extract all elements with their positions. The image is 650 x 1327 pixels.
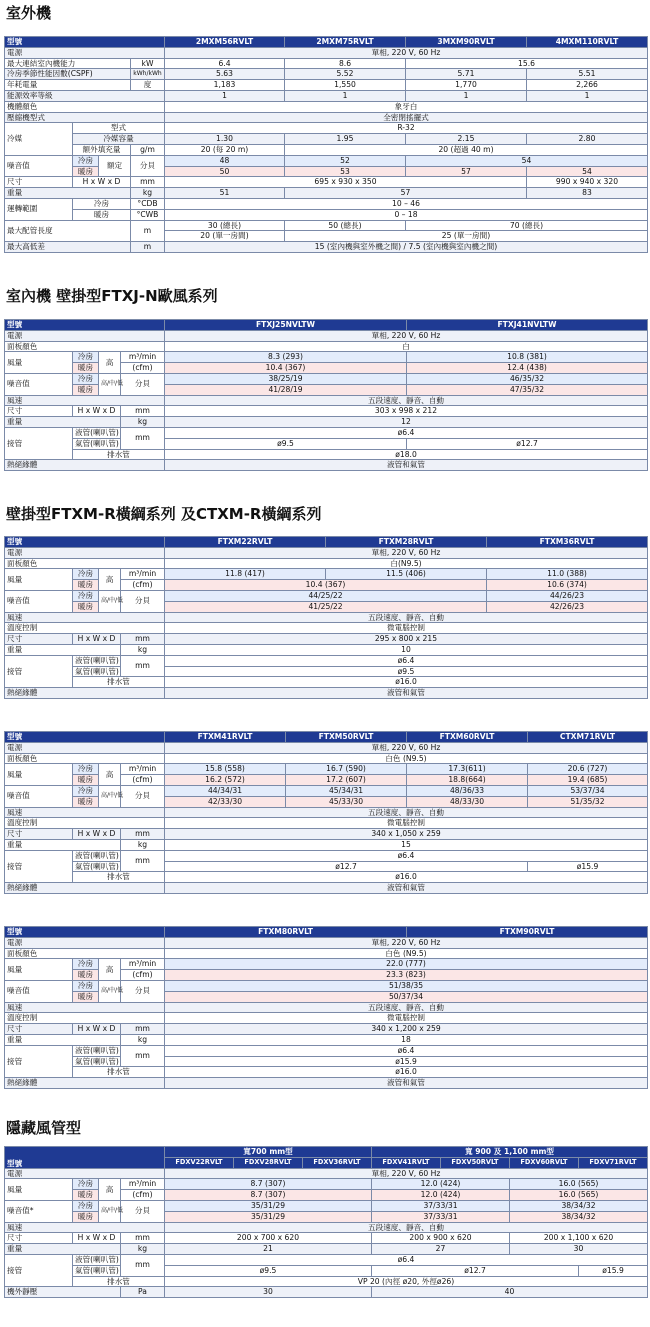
weight-row: 重量 kg 18 (5, 1034, 648, 1045)
airflow-heat-row: 暖房 (cfm) 16.2 (572) 17.2 (607) 18.8(664) 19.4 (685) (5, 775, 648, 786)
ftxj-spec-table (4, 319, 648, 471)
model-name: FTXJ41NVLTW (407, 320, 648, 331)
model-name: FTXM80RVLT (165, 927, 407, 938)
noise-cool-row: 噪音值 冷房 高/中/低 分貝 44/25/22 44/26/23 (5, 590, 648, 601)
noise-cool-row: 噪音值 冷房 額定 分貝 48 52 54 (5, 155, 648, 166)
gas-pipe-row: 氣管(喇叭管) ø9.5 ø12.7 (5, 438, 648, 449)
annual-consumption-row: 年耗電量 度 1,183 1,550 1,770 2,266 (5, 80, 648, 91)
power-row: 電源 單相, 220 V, 60 Hz (5, 1168, 648, 1179)
group-label: 寬 900 及 1,100 mm型 (372, 1147, 648, 1158)
noise-heat-row: 暖房 50 53 57 54 (5, 166, 648, 177)
drain-pipe-row: 排水管 VP 20 (內徑 ø20, 外徑ø26) (5, 1276, 648, 1287)
ftxm-small-spec-table (4, 536, 648, 699)
group-header-row: 型號 寬700 mm型 寬 900 及 1,100 mm型 (5, 1147, 648, 1158)
fan-speed-row: 風速 五段速度、靜音、自動 (5, 1002, 648, 1013)
noise-cool-row: 噪音值* 冷房 高/中/低 分貝 35/31/29 37/33/31 38/34/32 (5, 1200, 648, 1211)
ftxj-section-title: 室內機 壁掛型FTXJ-N歐風系列 (6, 287, 218, 305)
noise-cool-row: 噪音值 冷房 高/中/低 分貝 51/38/35 (5, 980, 648, 991)
drain-pipe-row: 排水管 ø16.0 (5, 1067, 648, 1078)
weight-row: 重量 kg 12 (5, 417, 648, 428)
model-name: FDXV71RVLT (579, 1157, 648, 1168)
power-row: 電源 單相, 220 V, 60 Hz (5, 742, 648, 753)
ftxm-section-title: 壁掛型FTXM-R橫綱系列 及CTXM-R橫綱系列 (6, 505, 322, 523)
model-name: FDXV28RVLT (234, 1157, 303, 1168)
model-name: 2MXM75RVLT (285, 37, 406, 48)
insulation-row: 熱絕緣體 液管和氣管 (5, 460, 648, 471)
power-row: 電源 單相, 220 V, 60 Hz (5, 937, 648, 948)
outdoor-spec-table (4, 36, 648, 253)
panel-color-row: 面板顏色 白 (5, 341, 648, 352)
fan-speed-row: 風速 五段速度、靜音、自動 (5, 1222, 648, 1233)
liquid-pipe-row: 接管 液管(喇叭管) mm ø6.4 (5, 655, 648, 666)
fan-speed-row: 風速 五段速度、靜音、自動 (5, 807, 648, 818)
temp-control-row: 溫度控制 微電腦控制 (5, 1013, 648, 1024)
liquid-pipe-row: 接管 液管(喇叭管) mm ø6.4 (5, 427, 648, 438)
noise-heat-row: 暖房 41/25/22 42/26/23 (5, 601, 648, 612)
drain-pipe-row: 排水管 ø16.0 (5, 872, 648, 883)
noise-heat-row: 暖房 42/33/30 45/33/30 48/33/30 51/35/32 (5, 796, 648, 807)
airflow-heat-row: 暖房 (cfm) 8.7 (307) 12.0 (424) 16.0 (565) (5, 1190, 648, 1201)
model-name: FTXM41RVLT (165, 732, 286, 743)
range-cool-row: 運轉範圍 冷房 °CDB 10 – 46 (5, 198, 648, 209)
dimension-row: 尺寸 H x W x D mm 340 x 1,200 x 259 (5, 1024, 648, 1035)
model-name: FTXM36RVLT (487, 537, 648, 548)
model-name: FTXM60RVLT (407, 732, 528, 743)
weight-row: 重量 kg 51 57 83 (5, 188, 648, 199)
header-row: 型號 FTXJ25NVLTW FTXJ41NVLTW (5, 320, 648, 331)
header-row: 型號 FTXM41RVLT FTXM50RVLT FTXM60RVLT CTXM71RVLT (5, 732, 648, 743)
pipe-room-row: 20 (單一房間) 25 (單一房間) (5, 231, 648, 242)
model-name: FTXJ25NVLTW (165, 320, 407, 331)
range-heat-row: 暖房 °CWB 0 – 18 (5, 209, 648, 220)
pipe-total-row: 最大配管長度 m 30 (總長) 50 (總長) 70 (總長) (5, 220, 648, 231)
height-diff-row: 最大高低差 m 15 (室內機與室外機之間) / 7.5 (室內機與室內機之間) (5, 242, 648, 253)
insulation-row: 熱絕緣體 液管和氣管 (5, 883, 648, 894)
dimension-row: 尺寸 H x W x D mm 295 x 800 x 215 (5, 634, 648, 645)
model-label: 型號 (5, 37, 165, 48)
weight-row: 重量 kg 21 27 30 (5, 1244, 648, 1255)
airflow-heat-row: 暖房 (cfm) 10.4 (367) 12.4 (438) (5, 363, 648, 374)
model-name: FDXV22RVLT (165, 1157, 234, 1168)
insulation-row: 熱絕緣體 液管和氣管 (5, 1078, 648, 1089)
temp-control-row: 溫度控制 微電腦控制 (5, 818, 648, 829)
header-row: 型號 FTXM22RVLT FTXM28RVLT FTXM36RVLT (5, 537, 648, 548)
noise-heat-row: 暖房 41/28/19 47/35/32 (5, 384, 648, 395)
airflow-heat-row: 暖房 (cfm) 10.4 (367) 10.6 (374) (5, 580, 648, 591)
airflow-cool-row: 風量 冷房 高 m³/min 22.0 (777) (5, 959, 648, 970)
liquid-pipe-row: 接管 液管(喇叭管) mm ø6.4 (5, 1045, 648, 1056)
outdoor-section-title: 室外機 (6, 4, 52, 22)
ftxm-xl-spec-table (4, 926, 648, 1089)
model-name: FTXM28RVLT (326, 537, 487, 548)
cspf-row: 冷房季節性能因數(CSPF) kWh/kWh 5.63 5.52 5.71 5.51 (5, 69, 648, 80)
drain-pipe-row: 排水管 ø16.0 (5, 677, 648, 688)
gas-pipe-row: 氣管(喇叭管) ø9.5 ø12.7 ø15.9 (5, 1265, 648, 1276)
panel-color-row: 面板顏色 白色 (N9.5) (5, 948, 648, 959)
efficiency-row: 能源效率等級 1 1 1 1 (5, 90, 648, 101)
airflow-cool-row: 風量 冷房 高 m³/min 8.7 (307) 12.0 (424) 16.0 (565) (5, 1179, 648, 1190)
max-capacity-row: 最大連結室內機能力 kW 6.4 8.6 15.6 (5, 58, 648, 69)
airflow-cool-row: 風量 冷房 高 m³/min 15.8 (558) 16.7 (590) 17.3(611) 20.6 (727) (5, 764, 648, 775)
model-name: FDXV50RVLT (441, 1157, 510, 1168)
model-name: FTXM22RVLT (165, 537, 326, 548)
weight-row: 重量 kg 10 (5, 644, 648, 655)
extra-charge-row: 額外填充量 g/m 20 (每 20 m) 20 (超過 40 m) (5, 144, 648, 155)
model-name: FTXM50RVLT (286, 732, 407, 743)
model-name: 3MXM90RVLT (406, 37, 527, 48)
gas-pipe-row: 氣管(喇叭管) ø12.7 ø15.9 (5, 861, 648, 872)
static-pressure-row: 機外靜壓 Pa 30 40 (5, 1287, 648, 1298)
model-name: FTXM90RVLT (407, 927, 648, 938)
power-row: 電源 單相, 220 V, 60 Hz (5, 547, 648, 558)
dimension-row: 尺寸 H x W x D mm 340 x 1,050 x 259 (5, 829, 648, 840)
body-color-row: 機體顏色 象牙白 (5, 101, 648, 112)
airflow-cool-row: 風量 冷房 高 m³/min 8.3 (293) 10.8 (381) (5, 352, 648, 363)
ducted-section-title: 隱藏風管型 (6, 1119, 82, 1137)
weight-row: 重量 kg 15 (5, 839, 648, 850)
noise-heat-row: 暖房 50/37/34 (5, 991, 648, 1002)
noise-cool-row: 噪音值 冷房 高/中/低 分貝 38/25/19 46/35/32 (5, 373, 648, 384)
ftxm-large-spec-table (4, 731, 648, 894)
gas-pipe-row: 氣管(喇叭管) ø15.9 (5, 1056, 648, 1067)
header-row: 型號 FTXM80RVLT FTXM90RVLT (5, 927, 648, 938)
fan-speed-row: 風速 五段速度、靜音、自動 (5, 395, 648, 406)
model-name: CTXM71RVLT (528, 732, 648, 743)
model-name: 4MXM110RVLT (527, 37, 648, 48)
dimension-row: 尺寸 H x W x D mm 200 x 700 x 620 200 x 900 x 620 200 x 1,100 x 620 (5, 1233, 648, 1244)
airflow-heat-row: 暖房 (cfm) 23.3 (823) (5, 970, 648, 981)
panel-color-row: 面板顏色 白色 (N9.5) (5, 753, 648, 764)
dimension-row: 尺寸 H x W x D mm 695 x 930 x 350 990 x 940 x 320 (5, 177, 648, 188)
drain-pipe-row: 排水管 ø18.0 (5, 449, 648, 460)
dimension-row: 尺寸 H x W x D mm 303 x 998 x 212 (5, 406, 648, 417)
model-name: 2MXM56RVLT (165, 37, 285, 48)
refrigerant-type-row: 冷媒 型式 R-32 (5, 123, 648, 134)
liquid-pipe-row: 接管 液管(喇叭管) mm ø6.4 (5, 1254, 648, 1265)
gas-pipe-row: 氣管(喇叭管) ø9.5 (5, 666, 648, 677)
noise-heat-row: 暖房 35/31/29 37/33/31 38/34/32 (5, 1211, 648, 1222)
model-name: FDXV60RVLT (510, 1157, 579, 1168)
fan-speed-row: 風速 五段速度、靜音、自動 (5, 612, 648, 623)
airflow-cool-row: 風量 冷房 高 m³/min 11.8 (417) 11.5 (406) 11.0 (388) (5, 569, 648, 580)
insulation-row: 熱絕緣體 液管和氣管 (5, 688, 648, 699)
model-name: FDXV36RVLT (303, 1157, 372, 1168)
noise-cool-row: 噪音值 冷房 高/中/低 分貝 44/34/31 45/34/31 48/36/33 53/37/34 (5, 785, 648, 796)
model-name: FDXV41RVLT (372, 1157, 441, 1168)
temp-control-row: 溫度控制 微電腦控制 (5, 623, 648, 634)
liquid-pipe-row: 接管 液管(喇叭管) mm ø6.4 (5, 850, 648, 861)
power-row: 電源 單相, 220 V, 60 Hz (5, 330, 648, 341)
header-row (5, 37, 648, 48)
panel-color-row: 面板顏色 白(N9.5) (5, 558, 648, 569)
power-row: 電源 單相, 220 V, 60 Hz (5, 47, 648, 58)
refrigerant-volume-row: 冷媒容量 1.30 1.95 2.15 2.80 (5, 134, 648, 145)
group-label: 寬700 mm型 (165, 1147, 372, 1158)
compressor-row: 壓縮機型式 全密閉搖擺式 (5, 112, 648, 123)
ducted-spec-table (4, 1146, 648, 1298)
